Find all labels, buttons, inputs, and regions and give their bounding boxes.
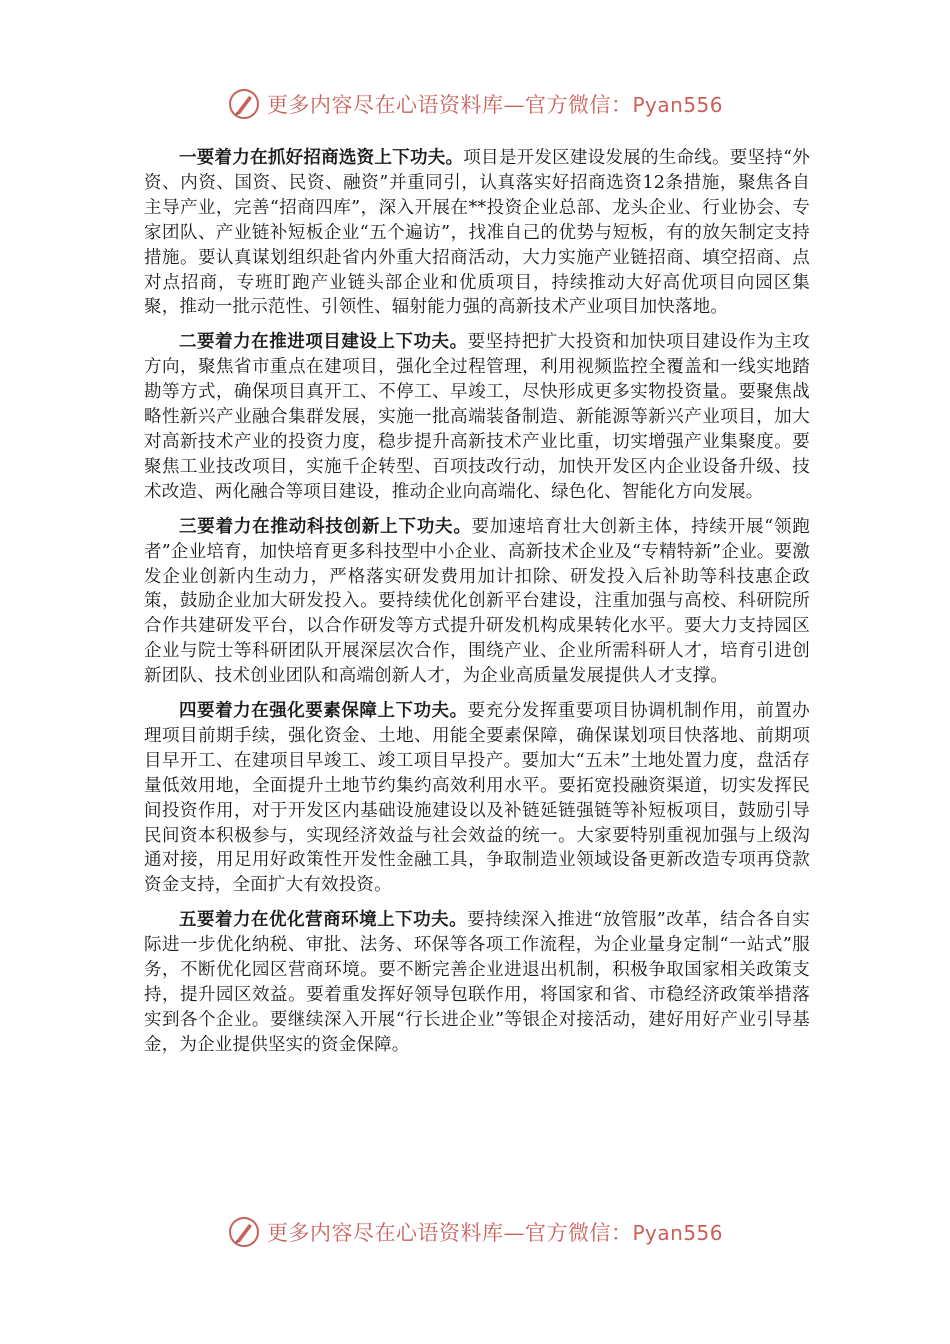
document-body — [144, 146, 810, 1068]
paragraph-2-text: 要坚持把扩大投资和加快项目建设作为主攻方向，聚焦省市重点在建项目，强化全过程管理，利用视频监控全覆盖和一线实地踏勘等方式，确保项目真开工、不停工、早竣工，尽快形成更多实物投资量。要聚焦战略性新兴产业融合集群发展，实施一批高端装备制造、新能源等新兴产业项目，加大对高新技术产业的投资力度，稳步提升高新技术产业比重，切实增强产业集聚度。要聚焦工业技改项目，实施千企转型、百项技改行动，加快开发区内企业设备升级、技术改造、两化融合等项目建设，推动企业向高端化、绿色化、智能化方向发展。 — [144, 332, 810, 502]
paragraph-2 — [144, 330, 810, 504]
paragraph-3-text: 要加速培育壮大创新主体，持续开展“领跑者”企业培育，加快培育更多科技型中小企业、高新技术企业及“专精特新”企业。要激发企业创新内生动力，严格落实研发费用加计扣除、研发投入后补助等科技惠企政策，鼓励企业加大研发投入。要持续优化创新平台建设，注重加强与高校、科研院所合作共建研发平台，以合作研发等方式提升研发机构成果转化水平。要大力支持园区企业与院士等科研团队开展深层次合作，围绕产业、企业所需科研人才，培育引进创新团队、技术创业团队和高端创新人才，为企业高质量发展提供人才支撑。 — [144, 516, 810, 687]
paragraph-1-heading: 一要着力在抓好招商选资上下功夫。 — [179, 148, 464, 168]
paragraph-2-heading: 二要着力在推进项目建设上下功夫。 — [179, 332, 468, 353]
pen-logo-icon — [227, 1215, 261, 1249]
paragraph-5 — [144, 908, 810, 1057]
paragraph-4-text: 要充分发挥重要项目协调机制作用，前置办理项目前期手续，强化资金、土地、用能全要素保障，确保谋划项目快落地、前期项目早开工、在建项目早竣工、竣工项目早投产。要加大“五未”土地处置力度，盘活存量低效用地，全面提升土地节约集约高效利用水平。要拓宽投融资渠道，切实发挥民间投资作用，对于开发区内基础设施建设以及补链延链强链等补短板项目，鼓励引导民间资本积极参与，实现经济效益与社会效益的统一。大家要特别重视加强与上级沟通对接，用足用好政策性开发性金融工具，争取制造业领域设备更新改造专项再贷款资金支持，全面扩大有效投资。 — [144, 701, 810, 896]
paragraph-1-text: 项目是开发区建设发展的生命线。要坚持“外资、内资、国资、民资、融资”并重同引，认真落实好招商选资12条措施，聚焦各自主导产业，完善“招商四库”，深入开展在**投资企业总部、龙头企业、行业协会、专家团队、产业链补短板企业“五个遍访”，找准自己的优势与短板，有的放矢制定支持措施。要认真谋划组织赴省内外重大招商活动，大力实施产业链招商、填空招商、点对点招商，专班盯跑产业链头部企业和优质项目，持续推动大好高优项目向园区集聚，推动一批示范性、引领性、辐射能力强的高新技术产业项目加快落地。 — [144, 148, 810, 318]
paragraph-4-heading: 四要着力在强化要素保障上下功夫。 — [179, 701, 468, 722]
paragraph-4 — [144, 699, 810, 898]
paragraph-1 — [144, 146, 810, 320]
watermark-text: 更多内容尽在心语资料库—官方微信：Pyan556 — [266, 93, 723, 117]
paragraph-5-heading: 五要着力在优化营商环境上下功夫。 — [179, 910, 468, 931]
watermark-header — [0, 84, 950, 124]
pen-logo-icon — [227, 87, 261, 121]
paragraph-5-text: 要持续深入推进“放管服”改革，结合各自实际进一步优化纳税、审批、法务、环保等各项工作流程，为企业量身定制“一站式”服务，不断优化园区营商环境。要不断完善企业进退出机制，积极争取国家相关政策支持，提升园区效益。要着重发挥好领导包联作用，将国家和省、市稳经济政策举措落实到各个企业。要继续深入开展“行长进企业”等银企对接活动，建好用好产业引导基金，为企业提供坚实的资金保障。 — [144, 910, 810, 1055]
paragraph-3-heading: 三要着力在推动科技创新上下功夫。 — [179, 516, 472, 537]
watermark-text: 更多内容尽在心语资料库—官方微信：Pyan556 — [266, 1221, 723, 1245]
paragraph-3 — [144, 515, 810, 689]
watermark-footer — [0, 1212, 950, 1252]
